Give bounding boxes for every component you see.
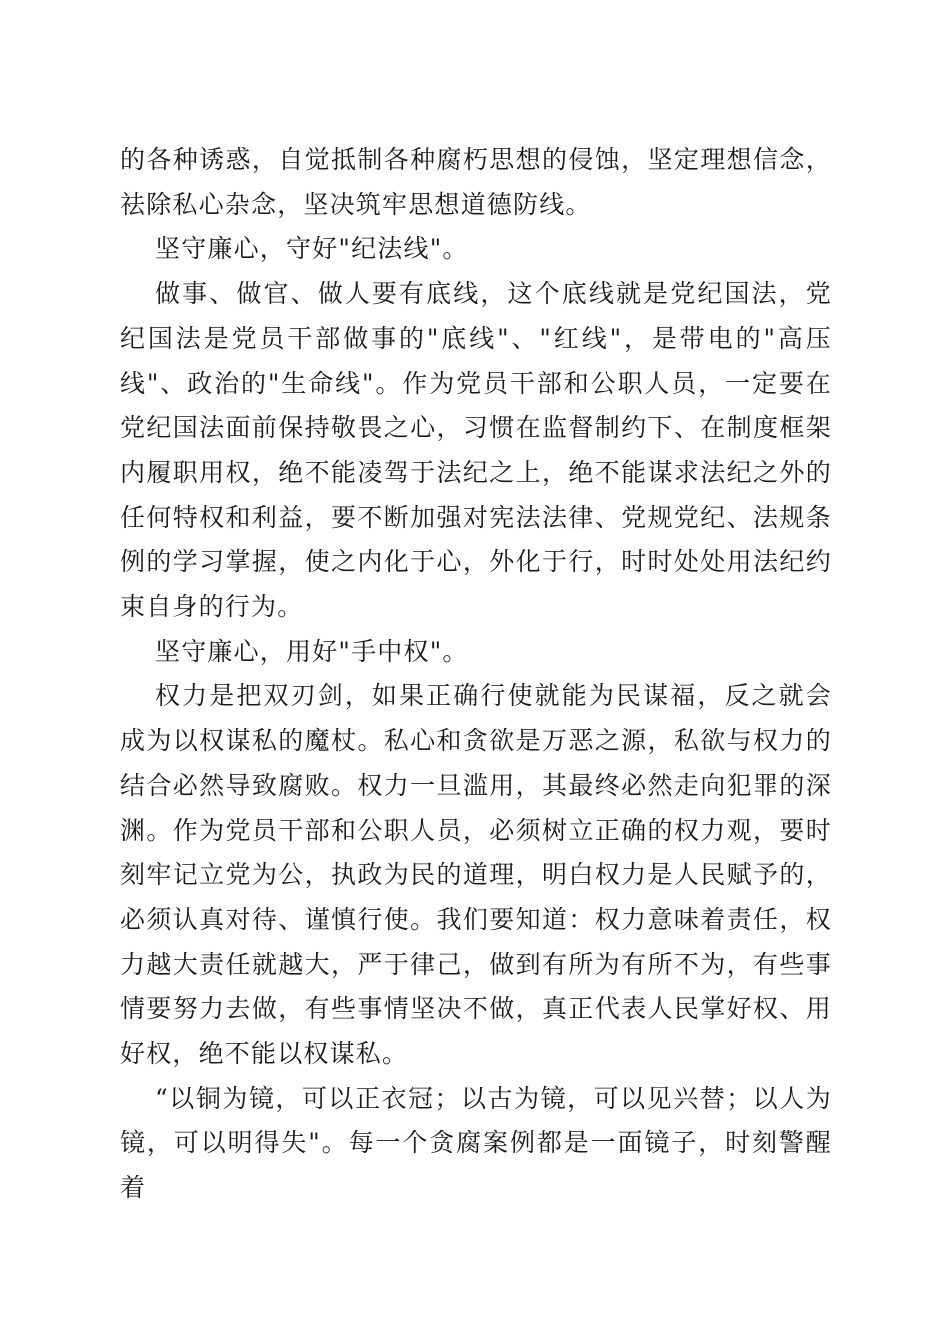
paragraph-continuation: 的各种诱惑，自觉抵制各种腐朽思想的侵蚀，坚定理想信念，祛除私心杂念，坚决筑牢思想道德防线。	[120, 145, 832, 219]
section-heading-power: 坚守廉心，用好"手中权"。	[155, 636, 469, 666]
document-body	[120, 138, 832, 1211]
paragraph-mirror-quote: “以铜为镜，可以正衣冠；以古为镜，可以见兴替；以人为镜，可以明得失"。每一个贪腐案例都是一面镜子，时刻警醒着	[120, 1083, 832, 1203]
section-heading-discipline-line: 坚守廉心，守好"纪法线"。	[155, 234, 469, 264]
paragraph-discipline-law: 做事、做官、做人要有底线，这个底线就是党纪国法，党纪国法是党员干部做事的"底线"、"红线"，是带电的"高压线"、政治的"生命线"。作为党员干部和公职人员，一定要在党纪国法面前保持敬畏之心，习惯在监督制约下、在制度框架内履职用权，绝不能凌驾于法纪之上，绝不能谋求法纪之外的任何特权和利益，要不断加强对宪法法律、党规党纪、法规条例的学习掌握，使之内化于心，外化于行，时时处处用法纪约束自身的行为。	[120, 279, 832, 622]
paragraph-power: 权力是把双刃剑，如果正确行使就能为民谋福，反之就会成为以权谋私的魔杖。私心和贪欲是万恶之源，私欲与权力的结合必然导致腐败。权力一旦滥用，其最终必然走向犯罪的深渊。作为党员干部和公职人员，必须树立正确的权力观，要时刻牢记立党为公，执政为民的道理，明白权力是人民赋予的，必须认真对待、谨慎行使。我们要知道：权力意味着责任，权力越大责任就越大，严于律己，做到有所为有所不为，有些事情要努力去做，有些事情坚决不做，真正代表人民掌好权、用好权，绝不能以权谋私。	[120, 681, 832, 1069]
